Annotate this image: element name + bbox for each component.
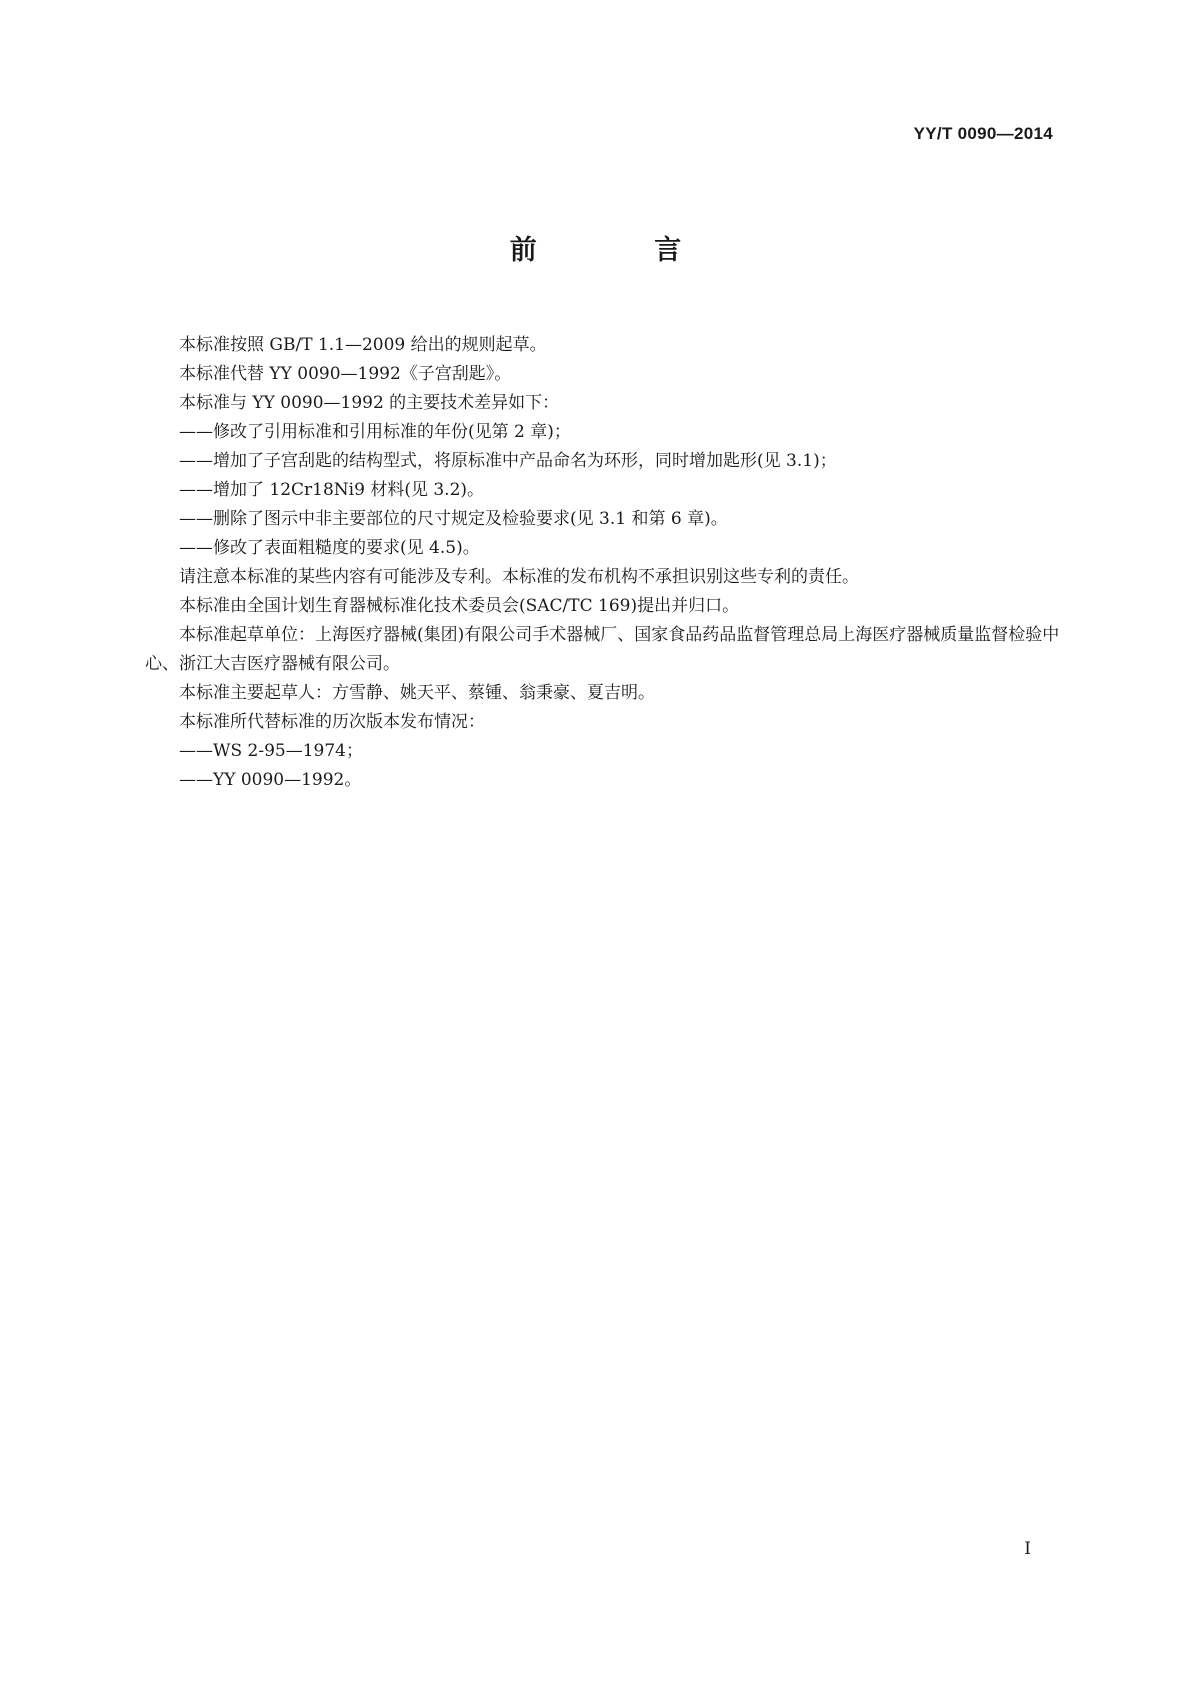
paragraph-proposed-by: 本标准由全国计划生育器械标准化技术委员会(SAC/TC 169)提出并归口。: [179, 596, 740, 616]
paragraph-drafters: 本标准主要起草人：方雪静、姚天平、蔡锺、翁秉豪、夏吉明。: [179, 683, 655, 703]
list-item-difference-1: ——修改了引用标准和引用标准的年份(见第 2 章)；: [179, 422, 571, 442]
paragraph-drafting-units: 本标准起草单位：上海医疗器械(集团)有限公司手术器械厂、国家食品药品监督管理总局上海医疗器械质量监督检验中心、浙江大吉医疗器械有限公司。: [145, 625, 1060, 674]
list-item-difference-2: ——增加了子宫刮匙的结构型式，将原标准中产品命名为环形，同时增加匙形(见 3.1)；: [179, 451, 837, 471]
paragraph-history-intro: 本标准所代替标准的历次版本发布情况：: [179, 712, 485, 732]
page-title: 前 言: [509, 235, 736, 266]
paragraph-drafting-rules: 本标准按照 GB/T 1.1—2009 给出的规则起草。: [179, 335, 547, 355]
paragraph-replaces: 本标准代替 YY 0090—1992《子宫刮匙》。: [179, 364, 512, 384]
standard-code: YY/T 0090—2014: [913, 124, 1053, 143]
list-item-difference-3: ——增加了 12Cr18Ni9 材料(见 3.2)。: [179, 480, 485, 500]
foreword-body: [145, 331, 1069, 795]
list-item-difference-4: ——删除了图示中非主要部位的尺寸规定及检验要求(见 3.1 和第 6 章)。: [179, 509, 728, 529]
page-number: I: [1024, 1539, 1031, 1559]
list-item-history-2: ——YY 0090—1992。: [179, 770, 362, 790]
paragraph-differences-intro: 本标准与 YY 0090—1992 的主要技术差异如下：: [179, 393, 560, 413]
paragraph-patent-notice: 请注意本标准的某些内容有可能涉及专利。本标准的发布机构不承担识别这些专利的责任。: [179, 567, 859, 587]
list-item-difference-5: ——修改了表面粗糙度的要求(见 4.5)。: [179, 538, 480, 558]
list-item-history-1: ——WS 2-95—1974；: [179, 741, 363, 761]
